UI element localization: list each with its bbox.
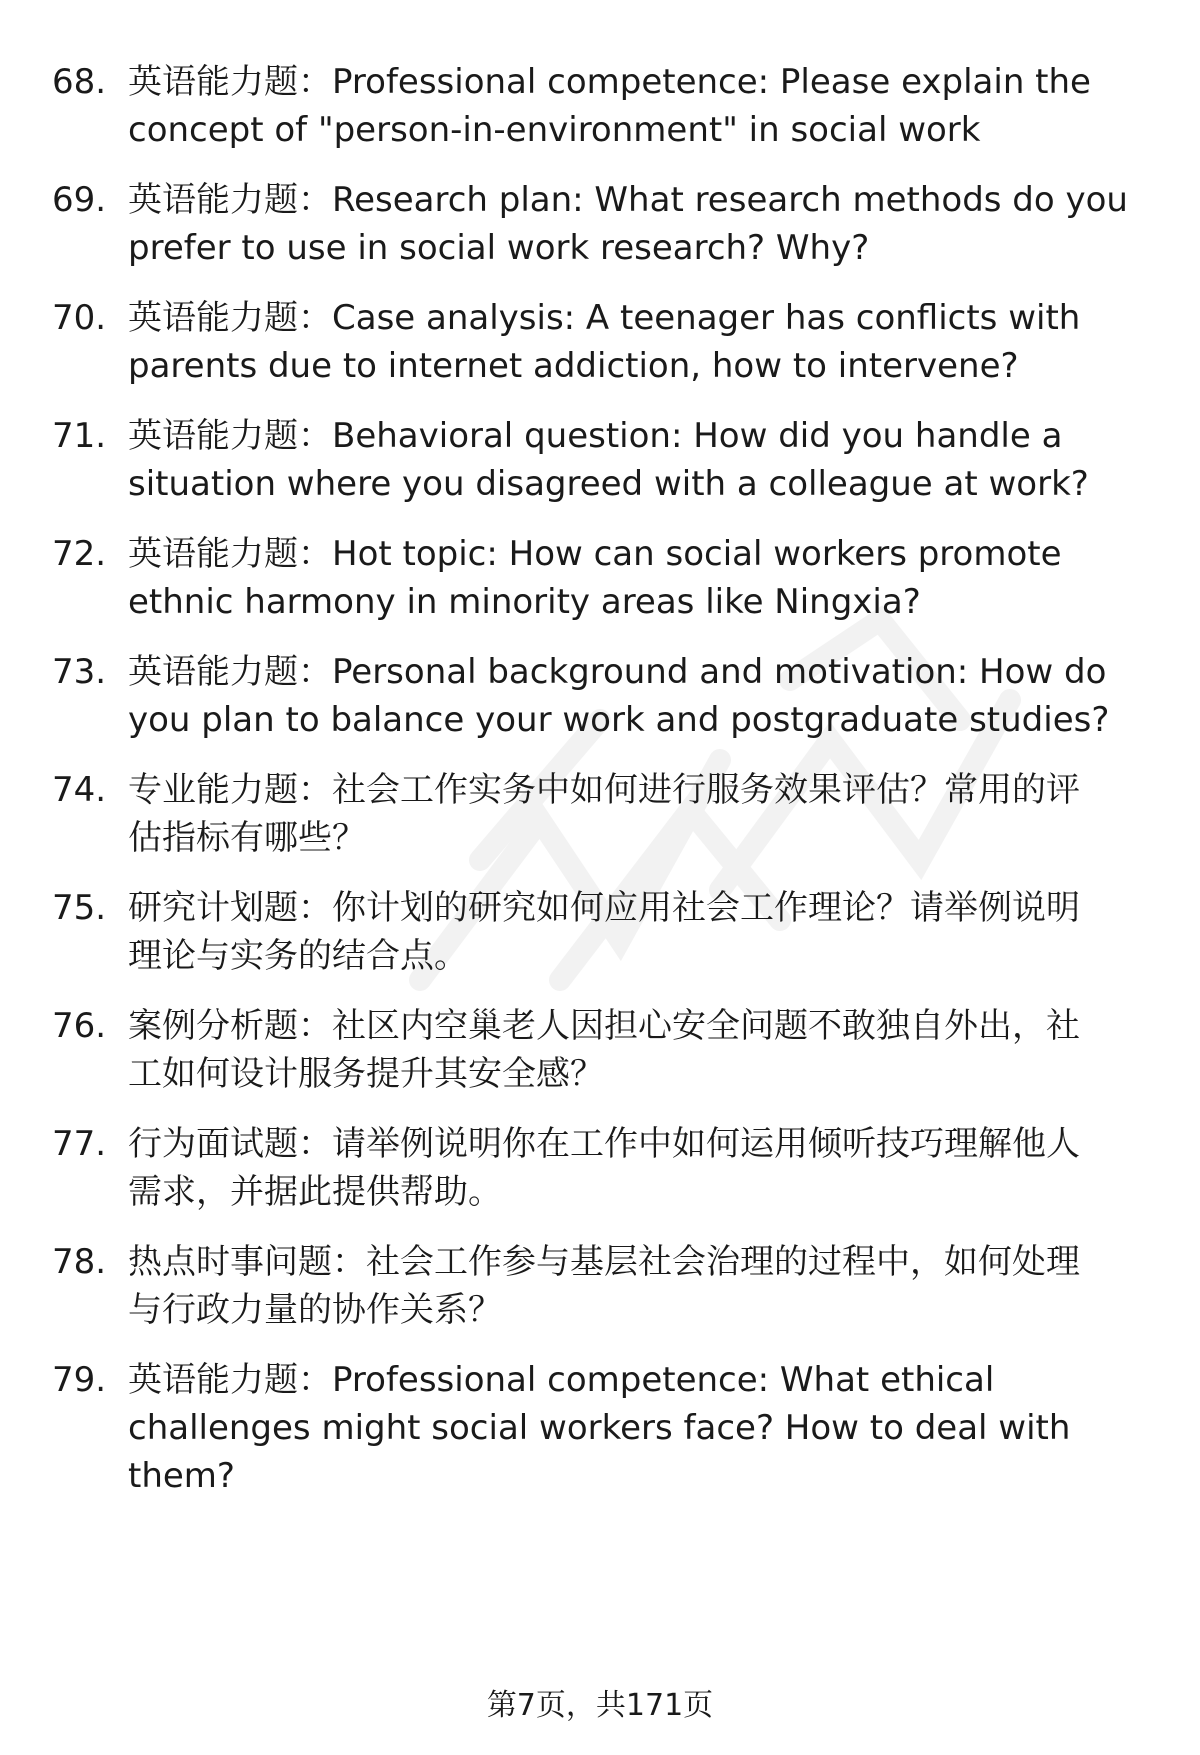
list-item bbox=[52, 884, 1152, 980]
item-text: 英语能力题：Research plan: What research methods do you prefer to use in social work research? Why? bbox=[128, 180, 1128, 268]
item-text: 英语能力题：Professional competence: What ethical challenges might social workers face? How to deal with them? bbox=[128, 1360, 1071, 1496]
item-number: 70. bbox=[52, 298, 107, 338]
item-number: 69. bbox=[52, 180, 107, 220]
item-text: 案例分析题：社区内空巢老人因担心安全问题不敢独自外出，社 工如何设计服务提升其安全感？ bbox=[128, 1006, 1080, 1094]
item-text: 英语能力题：Professional competence: Please explain the concept of "person-in-environment" in social work bbox=[128, 62, 1091, 150]
item-number: 78. bbox=[52, 1242, 107, 1282]
list-item bbox=[52, 176, 1152, 272]
item-number: 77. bbox=[52, 1124, 107, 1164]
list-item bbox=[52, 1002, 1152, 1098]
item-text: 英语能力题：Case analysis: A teenager has conflicts with parents due to internet addiction, how to intervene? bbox=[128, 298, 1081, 386]
item-number: 71. bbox=[52, 416, 107, 456]
item-text: 热点时事问题：社会工作参与基层社会治理的过程中，如何处理 与行政力量的协作关系？ bbox=[128, 1242, 1080, 1330]
list-item bbox=[52, 1238, 1152, 1334]
item-text: 英语能力题：Behavioral question: How did you handle a situation where you disagreed with a colleague at work? bbox=[128, 416, 1089, 504]
item-text: 行为面试题：请举例说明你在工作中如何运用倾听技巧理解他人 需求，并据此提供帮助。 bbox=[128, 1124, 1080, 1212]
list-item bbox=[52, 1120, 1152, 1216]
item-text: 研究计划题：你计划的研究如何应用社会工作理论？请举例说明 理论与实务的结合点。 bbox=[128, 888, 1080, 976]
item-number: 79. bbox=[52, 1360, 107, 1400]
item-text: 英语能力题：Hot topic: How can social workers promote ethnic harmony in minority areas like Ningxia? bbox=[128, 534, 1062, 622]
item-number: 73. bbox=[52, 652, 107, 692]
page-footer: 第7页，共171页 bbox=[486, 1688, 714, 1723]
list-item bbox=[52, 1356, 1152, 1500]
item-text: 英语能力题：Personal background and motivation: How do you plan to balance your work and postgraduate studies? bbox=[128, 652, 1110, 740]
item-number: 74. bbox=[52, 770, 107, 810]
list-item bbox=[52, 648, 1152, 744]
item-text: 专业能力题：社会工作实务中如何进行服务效果评估？常用的评 估指标有哪些？ bbox=[128, 770, 1080, 858]
list-item bbox=[52, 58, 1152, 154]
item-number: 68. bbox=[52, 62, 107, 102]
question-list bbox=[52, 58, 1152, 1522]
item-number: 76. bbox=[52, 1006, 107, 1046]
item-number: 75. bbox=[52, 888, 107, 928]
item-number: 72. bbox=[52, 534, 107, 574]
list-item bbox=[52, 412, 1152, 508]
list-item bbox=[52, 294, 1152, 390]
list-item bbox=[52, 766, 1152, 862]
list-item bbox=[52, 530, 1152, 626]
